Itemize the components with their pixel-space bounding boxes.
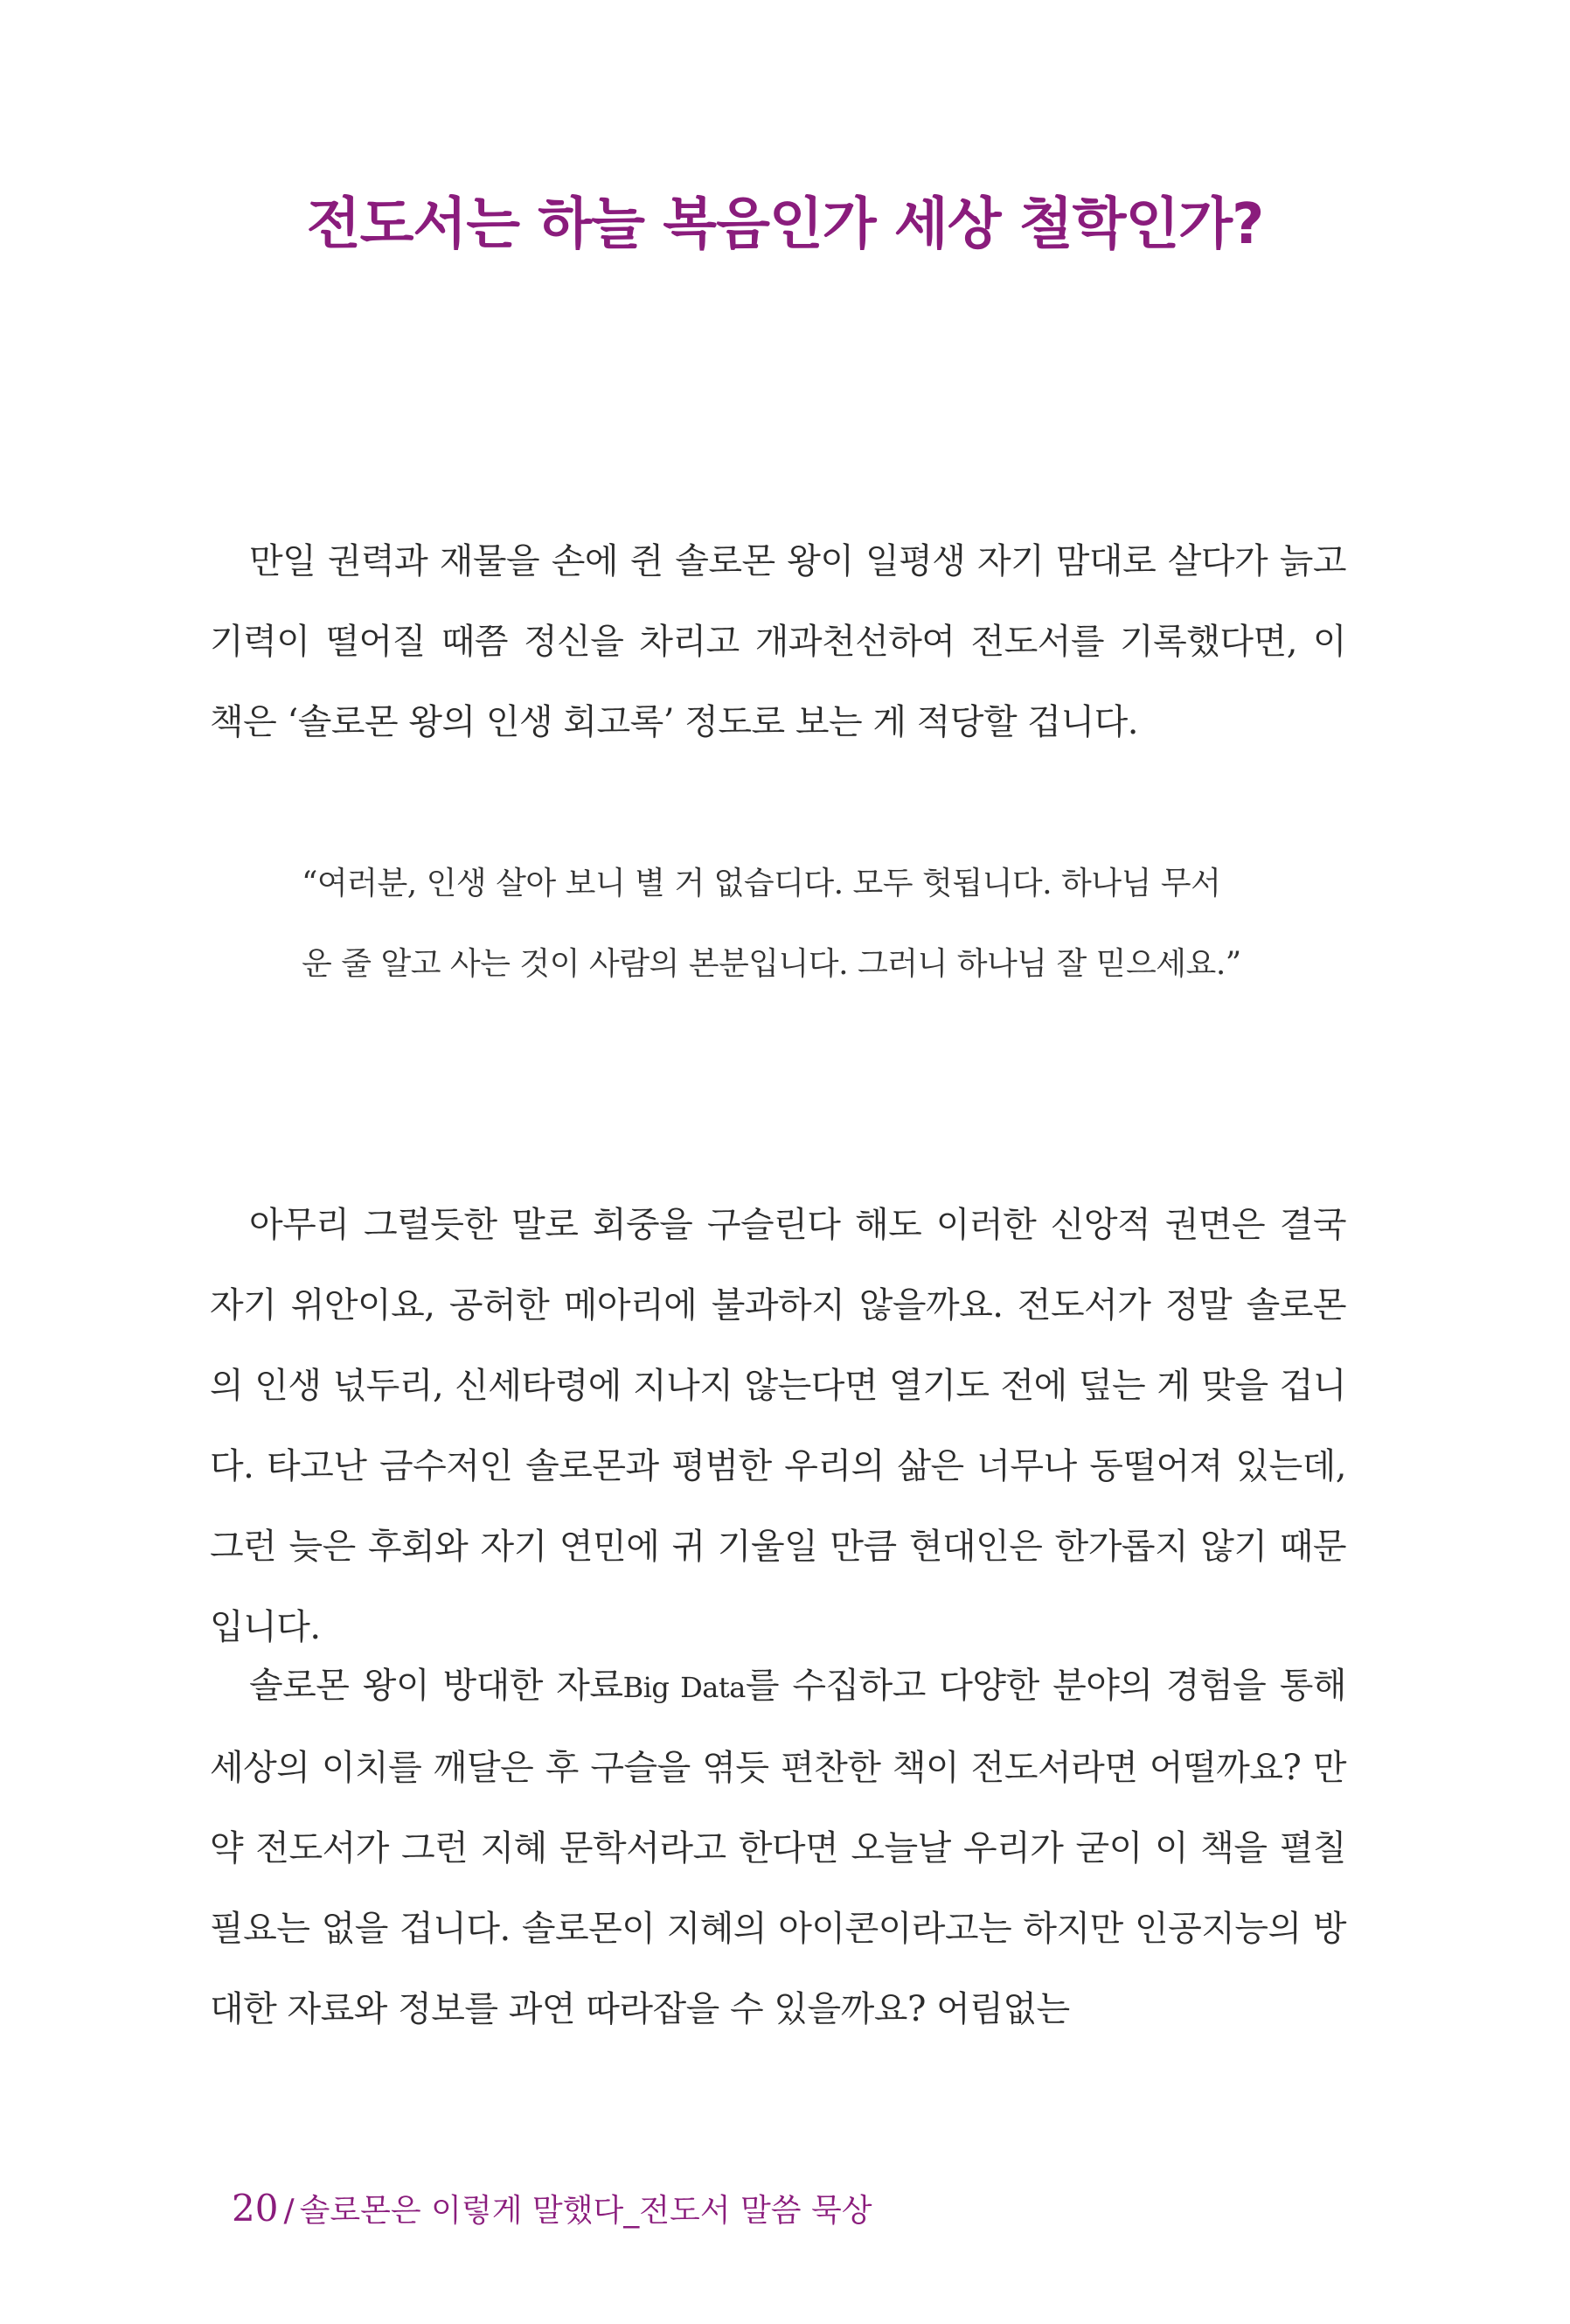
paragraph-3-text-end: 를 수집하고 다양한 분야의 경험을 통해 세상의 이치를 깨달은 후 구슬을 엮듯 편찬한 책이 전도서라면 어떨까요? 만약 전도서가 그런 지혜 문학서라고 한다면 오늘날 우리가 굳이 이 책을 펼칠 필요는 없을 겁니다. 솔로몬이 지혜의 아이콘이라고는 하지만 인공지능의 방대한 자료와 정보를 과연 따라잡을 수 있을까요? 어림없는 <box>210 1666 1346 2029</box>
running-book-title: 솔로몬은 이렇게 말했다_전도서 말씀 묵상 <box>299 2193 872 2229</box>
chapter-title: 전도서는 하늘 복음인가 세상 철학인가? <box>306 192 1264 257</box>
latin-term: Big Data <box>622 1671 746 1704</box>
page-number: 20 <box>232 2187 279 2230</box>
body-paragraph-3 <box>210 1646 1346 2049</box>
body-paragraph-1: 만일 권력과 재물을 손에 쥔 솔로몬 왕이 일평생 자기 맘대로 살다가 늙고 기력이 떨어질 때쯤 정신을 차리고 개과천선하여 전도서를 기록했다면, 이 책은 ‘솔로몬 왕의 인생 회고록’ 정도로 보는 게 적당할 겁니다. <box>210 541 1346 742</box>
paragraph-3-text-start: 솔로몬 왕이 방대한 자료 <box>249 1666 623 1706</box>
body-paragraph-2: 아무리 그럴듯한 말로 회중을 구슬린다 해도 이러한 신앙적 권면은 결국 자기 위안이요, 공허한 메아리에 불과하지 않을까요. 전도서가 정말 솔로몬의 인생 넋두리, 신세타령에 지나지 않는다면 열기도 전에 덮는 게 맞을 겁니다. 타고난 금수저인 솔로몬과 평범한 우리의 삶은 너무나 동떨어져 있는데, 그런 늦은 후회와 자기 연민에 귀 기울일 만큼 현대인은 한가롭지 않기 때문입니다. <box>210 1205 1346 1647</box>
page-footer <box>232 2186 872 2230</box>
footer-separator: / <box>283 2193 295 2229</box>
block-quote: “여러분, 인생 살아 보니 별 거 없습디다. 모두 헛됩니다. 하나님 무서운 줄 알고 사는 것이 사람의 본분입니다. 그러니 하나님 잘 믿으세요.” <box>302 866 1241 982</box>
